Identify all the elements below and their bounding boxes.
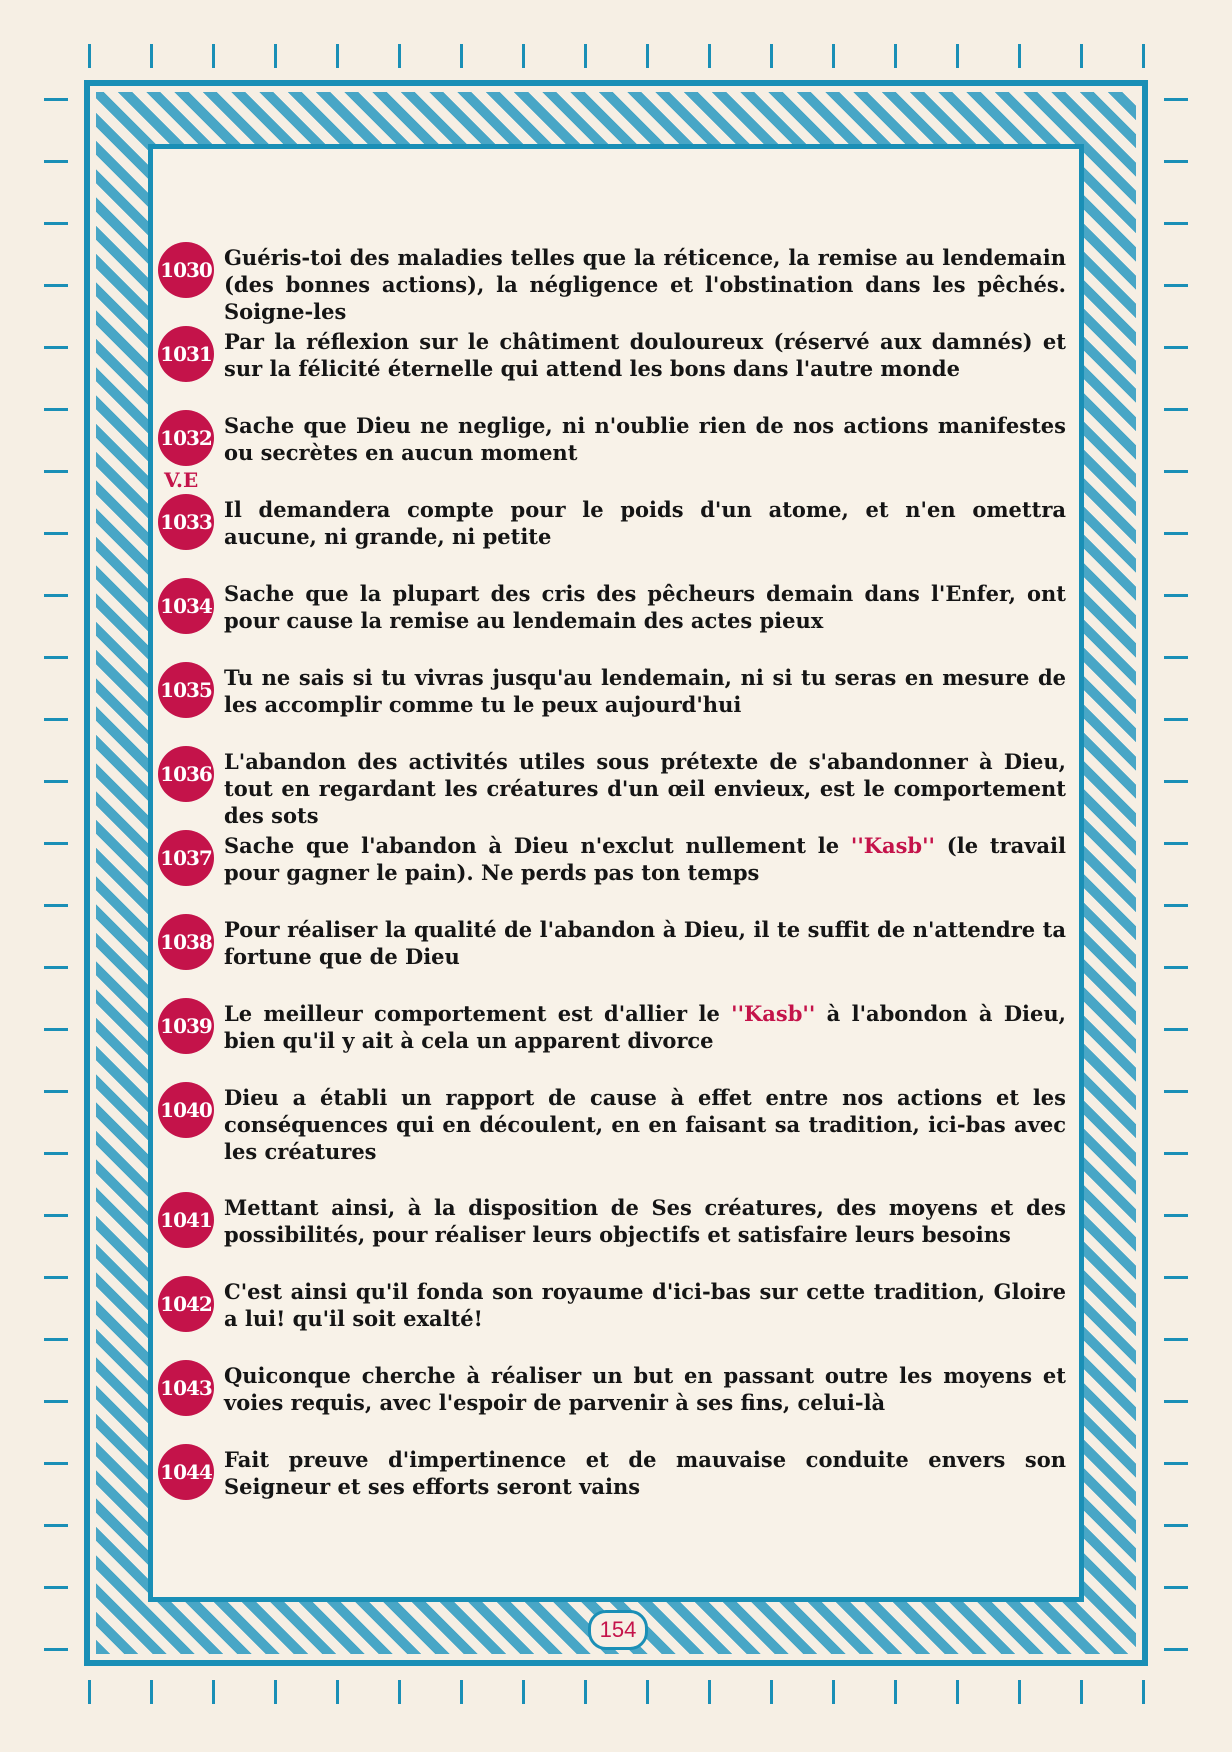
entry-number-badge: 1037 xyxy=(158,830,214,886)
side-label: V.E xyxy=(164,468,199,492)
entry-text: L'abandon des activités utiles sous prétexte de s'abandonner à Dieu, tout en regardant les créatures d'un œil envieux, est le comportement des sots xyxy=(224,749,1066,828)
decorative-ticks-right xyxy=(1164,70,1188,1670)
entry-number-badge: 1038 xyxy=(158,914,214,970)
entry-text: Quiconque cherche à réaliser un but en passant outre les moyens et voies requis, avec l'espoir de parvenir à ses fins, celui-là xyxy=(224,1363,1066,1415)
entry-number-badge: 1043 xyxy=(158,1360,214,1416)
entry-text-part: à l'abondon à Dieu, bien qu'il y ait à cela un apparent divorce xyxy=(224,1001,1066,1053)
entry-text: Pour réaliser la qualité de l'abandon à Dieu, il te suffit de n'attendre ta fortune que de Dieu xyxy=(224,917,1066,969)
entry-text: Guéris-toi des maladies telles que la réticence, la remise au lendemain (des bonnes actions), la négligence et l'obstination dans les pêchés. Soigne-les xyxy=(224,245,1066,324)
entry-text-part: Sache que l'abandon à Dieu n'exclut nullement le xyxy=(224,833,851,858)
entry-number-badge: 1031 xyxy=(158,326,214,382)
entry-text xyxy=(224,1000,1066,1054)
entry-number-badge: 1042 xyxy=(158,1276,214,1332)
entry-text-part: Le meilleur comportement est d'allier le xyxy=(224,1001,732,1026)
entry-text: Sache que la plupart des cris des pêcheurs demain dans l'Enfer, ont pour cause la remise au lendemain des actes pieux xyxy=(224,581,1066,633)
entry-number-badge: 1035 xyxy=(158,662,214,718)
decorative-ticks-left xyxy=(44,70,68,1670)
decorative-ticks-bottom xyxy=(60,1680,1172,1704)
entry-number-badge: 1044 xyxy=(158,1444,214,1500)
entry-text: C'est ainsi qu'il fonda son royaume d'ici-bas sur cette tradition, Gloire a lui! qu'il soit exalté! xyxy=(224,1279,1066,1331)
entry-number-badge: 1040 xyxy=(158,1082,214,1138)
entry-number-badge: 1041 xyxy=(158,1192,214,1248)
entry-number-badge: 1033 xyxy=(158,494,214,550)
entry-number-badge: 1034 xyxy=(158,578,214,634)
kasb-term: ''Kasb'' xyxy=(731,1001,816,1026)
entry-text: Dieu a établi un rapport de cause à effet entre nos actions et les conséquences qui en découlent, en en faisant sa tradition, ici-bas avec les créatures xyxy=(224,1085,1066,1164)
page-number: 154 xyxy=(588,1610,648,1650)
decorative-ticks-top xyxy=(60,44,1172,68)
kasb-term: ''Kasb'' xyxy=(850,833,935,858)
entry-text: Mettant ainsi, à la disposition de Ses créatures, des moyens et des possibilités, pour réaliser leurs objectifs et satisfaire leurs besoins xyxy=(224,1195,1066,1247)
entry-text: Tu ne sais si tu vivras jusqu'au lendemain, ni si tu seras en mesure de les accomplir comme tu le peux aujourd'hui xyxy=(224,665,1066,717)
entry-text: Sache que Dieu ne neglige, ni n'oublie rien de nos actions manifestes ou secrètes en aucun moment xyxy=(224,413,1066,465)
entry-text: Par la réflexion sur le châtiment douloureux (réservé aux damnés) et sur la félicité éternelle qui attend les bons dans l'autre monde xyxy=(224,329,1066,381)
entry-number-badge: 1030 xyxy=(158,242,214,298)
entry-number-badge: 1032 xyxy=(158,410,214,466)
entry-number-badge: 1039 xyxy=(158,998,214,1054)
entry-text: Fait preuve d'impertinence et de mauvaise conduite envers son Seigneur et ses efforts seront vains xyxy=(224,1447,1066,1499)
entry-text-part: (le travail pour gagner le pain). Ne perds pas ton temps xyxy=(224,833,1066,885)
entry-text: Il demandera compte pour le poids d'un atome, et n'en omettra aucune, ni grande, ni petite xyxy=(224,497,1066,549)
entry-text xyxy=(224,832,1066,886)
entry-number-badge: 1036 xyxy=(158,746,214,802)
